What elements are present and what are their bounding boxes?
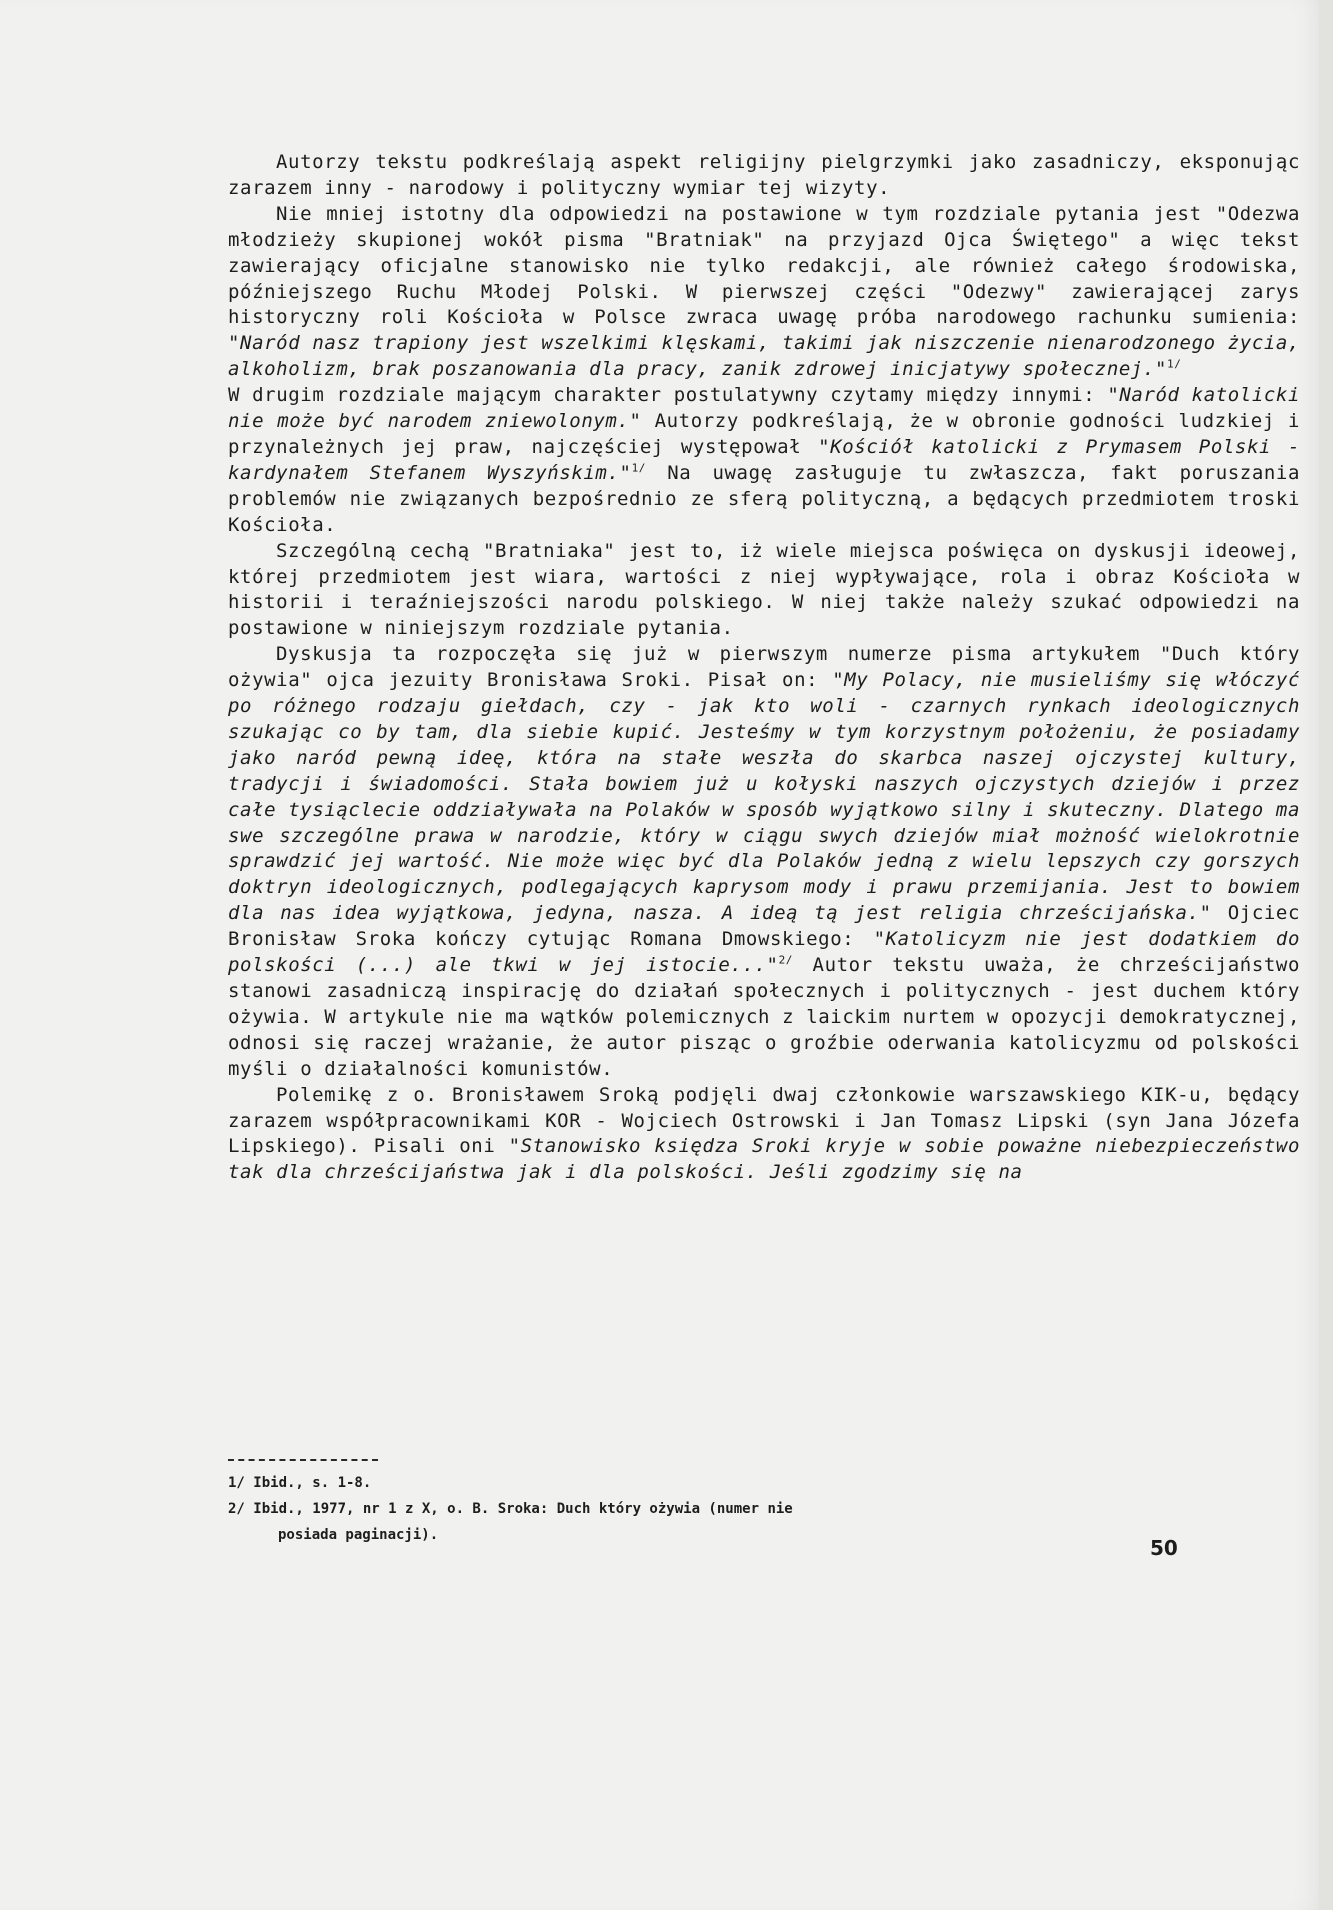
text-run: Dyskusja ta rozpoczęła się już w pierwszym numerze pisma artykułem "Duch który ożywia" ojca jezuity Bronisława Sroki. Pisał on: <box>228 643 1300 692</box>
quotation: "Kościół katolicki z Prymasem Polski - kardynałem Stefanem Wyszyńskim." <box>228 435 1300 484</box>
footnotes <box>228 1470 1300 1548</box>
quotation: "My Polacy, nie musieliśmy się włóczyć po różnego rodzaju giełdach, czy - jak kto woli - czarnych rynkach ideologicznych szukając co by tam, dla siebie kupić. Jesteśmy w tym korzystnym położeniu, że posiadamy jako naród pewną ideę, która na stałe weszła do skarbca naszej ojczystej kultury, tradycji i świadomości. Stała bowiem już u kołyski naszych ojczystych dziejów i przez całe tysiąclecie oddziaływała na Polaków w sposób wyjątkowo silny i skuteczny. Dlatego ma swe szczególne prawa w narodzie, który w ciągu swych dziejów miał możność wielokrotnie sprawdzić jej wartość. Nie może więc być dla Polaków jedną z wielu lepszych czy gorszych doktryn ideologicznych, podlegających kaprysom mody i prawu przemijania. Jest to bowiem dla nas idea wyjątkowa, jedyna, nasza. A ideą tą jest religia chrześcijańska." <box>228 669 1300 925</box>
footnote-line: 2/ Ibid., 1977, nr 1 z X, o. B. Sroka: Duch który ożywia (numer nie <box>228 1501 793 1517</box>
paragraph <box>228 539 1300 643</box>
quotation: "Naród nasz trapiony jest wszelkimi klęskami, takimi jak niszczenie nienarodzonego życia, alkoholizm, brak poszanowania dla pracy, zanik zdrowej inicjatywy społecznej." <box>228 332 1300 381</box>
quotation: "Katolicyzm nie jest dodatkiem do polskości (...) ale tkwi w jej istocie..." <box>228 928 1300 977</box>
text-run: W drugim rozdziale mającym charakter postulatywny czytamy między innymi: <box>228 384 1108 407</box>
text-run: Szczególną cechą "Bratniaka" jest to, iż wiele miejsca poświęca on dyskusji ideowej, której przedmiotem jest wiara, wartości z niej wypływające, rola i obraz Kościoła w historii i teraźniejszości narodu polskiego. W niej także należy szukać odpowiedzi na postawione w niniejszym rozdziale pytania. <box>228 539 1300 640</box>
footnote-ref: 1/ <box>1167 357 1182 371</box>
text-run: Na uwagę zasługuje tu zwłaszcza, fakt poruszania problemów nie związanych bezpośrednio ze sferą polityczną, a będących przedmiotem troski Kościoła. <box>228 461 1300 536</box>
page-number: 50 <box>1150 1536 1178 1560</box>
quotation: "Naród katolicki nie może być narodem zniewolonym." <box>228 384 1301 433</box>
text-run: Autorzy podkreślają, że w obronie godności ludzkiej i przynależnych jej praw, najczęściej występował <box>228 410 1300 458</box>
quotation: "Stanowisko księdza Sroki kryje w sobie poważne niebezpieczeństwo tak dla chrześcijaństwa jak i dla polskości. Jeśli zgodzimy się na <box>228 1135 1300 1184</box>
paragraph <box>228 150 1300 202</box>
body-text <box>228 150 1300 1186</box>
text-run: Polemikę z o. Bronisławem Sroką podjęli dwaj członkowie warszawskiego KIK-u, będący zarazem współpracownikami KOR - Wojciech Ostrowski i Jan Tomasz Lipski (syn Jana Józefa Lipskiego). Pisali oni <box>228 1083 1300 1158</box>
footnote-line: 1/ Ibid., s. 1-8. <box>228 1475 372 1491</box>
text-run: Ojciec Bronisław Sroka kończy cytując Romana Dmowskiego: <box>228 902 1300 951</box>
paragraph <box>228 642 1300 1082</box>
text-run: Autor tekstu uważa, że chrześcijaństwo stanowi zasadniczą inspirację do działań społecznych i politycznych - jest duchem który ożywia. W artykule nie ma wątków polemicznych z laickim nurtem w opozycji demokratycznej, odnosi się raczej wrażanie, że autor pisząc o groźbie oderwania katolicyzmu od polskości myśli o działalności komunistów. <box>228 954 1300 1080</box>
paragraph <box>228 383 1300 538</box>
text-run: Nie mniej istotny dla odpowiedzi na postawione w tym rozdziale pytania jest "Odezwa młodzieży skupionej wokół pisma "Bratniak" na przyjazd Ojca Świętego" a więc tekst zawierający oficjalne stanowisko nie tylko redakcji, ale również całego środowiska, późniejszego Ruchu Młodej Polski. W pierwszej części "Odezwy" zawierającej zarys historyczny roli Kościoła w Polsce zwraca uwagę próba narodowego rachunku sumienia: <box>228 202 1300 329</box>
footnote-ref: 2/ <box>778 953 794 967</box>
footnote-line: posiada paginacji). <box>278 1527 439 1543</box>
text-run: Autorzy tekstu podkreślają aspekt religijny pielgrzymki jako zasadniczy, eksponując zarazem inny - narodowy i polityczny wymiar tej wizyty. <box>228 151 1300 199</box>
paragraph <box>228 1083 1300 1187</box>
footnote-separator <box>228 1459 378 1461</box>
footnote-ref: 1/ <box>631 461 647 475</box>
paragraph <box>228 202 1300 383</box>
